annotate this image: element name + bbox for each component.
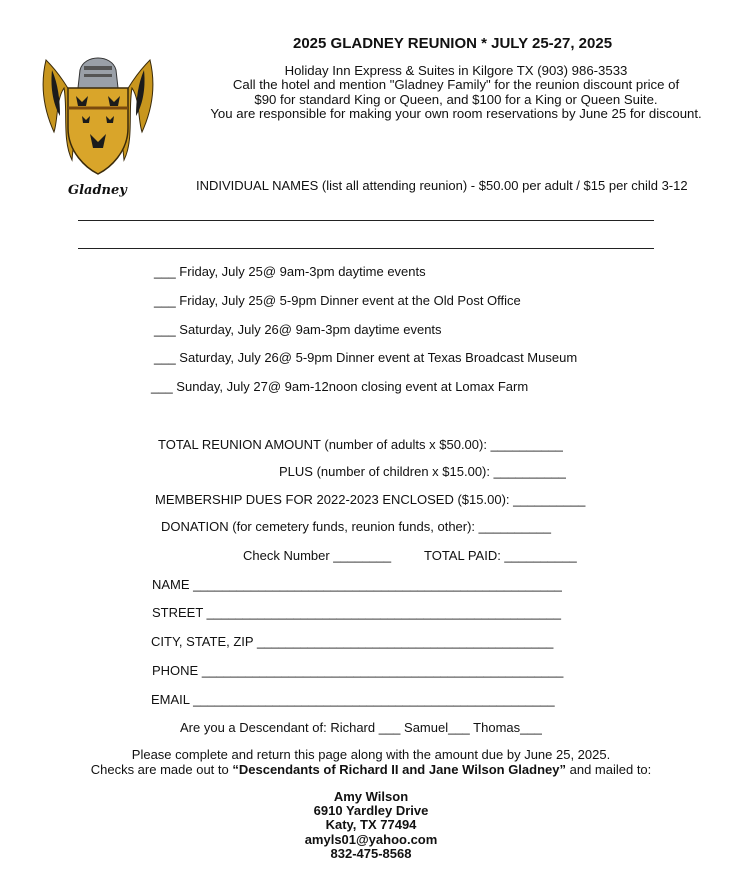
crest-motto: Gladney bbox=[68, 183, 127, 198]
event-sunday-closing[interactable]: ___ Sunday, July 27@ 9am-12noon closing event at Lomax Farm bbox=[151, 379, 529, 394]
total-amount-field[interactable]: TOTAL REUNION AMOUNT (number of adults x $50.00): __________ bbox=[158, 437, 563, 452]
donation-field[interactable]: DONATION (for cemetery funds, reunion funds, other): __________ bbox=[161, 519, 551, 534]
hotel-line: Holiday Inn Express & Suites in Kilgore TX (903) 986-3533 bbox=[284, 63, 628, 78]
children-amount-field[interactable]: PLUS (number of children x $15.00): __________ bbox=[279, 464, 566, 479]
page-title: 2025 GLADNEY REUNION * JULY 25-27, 2025 bbox=[293, 35, 613, 52]
descendant-question[interactable]: Are you a Descendant of: Richard ___ Samuel___ Thomas___ bbox=[180, 720, 542, 735]
check-payee-prefix: Checks are made out to bbox=[90, 762, 233, 777]
name-field[interactable]: NAME ___________________________________________________ bbox=[152, 577, 562, 592]
names-line-1[interactable] bbox=[78, 220, 654, 221]
address-phone: 832-475-8568 bbox=[330, 845, 412, 861]
phone-field[interactable]: PHONE __________________________________________________ bbox=[152, 663, 564, 678]
event-friday-day[interactable]: ___ Friday, July 25@ 9am-3pm daytime events bbox=[154, 264, 426, 279]
check-payee-line bbox=[0, 762, 742, 777]
hotel-line: You are responsible for making your own room reservations by June 25 for discount. bbox=[210, 106, 702, 122]
check-payee-name: “Descendants of Richard II and Jane Wilson Gladney” bbox=[232, 762, 566, 777]
event-saturday-dinner[interactable]: ___ Saturday, July 26@ 5-9pm Dinner event at Texas Broadcast Museum bbox=[154, 350, 578, 365]
return-instructions: Please complete and return this page along with the amount due by June 25, 2025. bbox=[131, 747, 611, 762]
event-friday-dinner[interactable]: ___ Friday, July 25@ 5-9pm Dinner event at the Old Post Office bbox=[154, 293, 521, 308]
hotel-line: $90 for standard King or Queen, and $100 for a King or Queen Suite. bbox=[254, 91, 658, 107]
event-saturday-day[interactable]: ___ Saturday, July 26@ 9am-3pm daytime events bbox=[154, 322, 442, 337]
names-heading: INDIVIDUAL NAMES (list all attending reunion) - $50.00 per adult / $15 per child 3-12 bbox=[196, 178, 688, 193]
hotel-line: Call the hotel and mention "Gladney Family" for the reunion discount price of bbox=[232, 77, 680, 93]
family-crest bbox=[38, 40, 158, 200]
hotel-info bbox=[196, 64, 716, 122]
city-state-zip-field[interactable]: CITY, STATE, ZIP _________________________________________ bbox=[151, 634, 554, 649]
membership-dues-field[interactable]: MEMBERSHIP DUES FOR 2022-2023 ENCLOSED ($15.00): __________ bbox=[155, 492, 586, 507]
check-payee-suffix: and mailed to: bbox=[566, 762, 652, 777]
names-line-2[interactable] bbox=[78, 248, 654, 249]
check-number-field[interactable]: Check Number ________ bbox=[243, 548, 392, 563]
total-paid-field[interactable]: TOTAL PAID: __________ bbox=[424, 548, 577, 563]
email-field[interactable]: EMAIL __________________________________________________ bbox=[151, 692, 555, 707]
address-city: Katy, TX 77494 bbox=[325, 817, 417, 833]
street-field[interactable]: STREET _________________________________________________ bbox=[152, 605, 561, 620]
family-crest-icon bbox=[38, 40, 158, 190]
address-name: Amy Wilson bbox=[333, 789, 409, 804]
address-email[interactable]: amyls01@yahoo.com bbox=[304, 831, 438, 847]
address-street: 6910 Yardley Drive bbox=[313, 803, 429, 819]
mailing-address bbox=[0, 790, 742, 861]
